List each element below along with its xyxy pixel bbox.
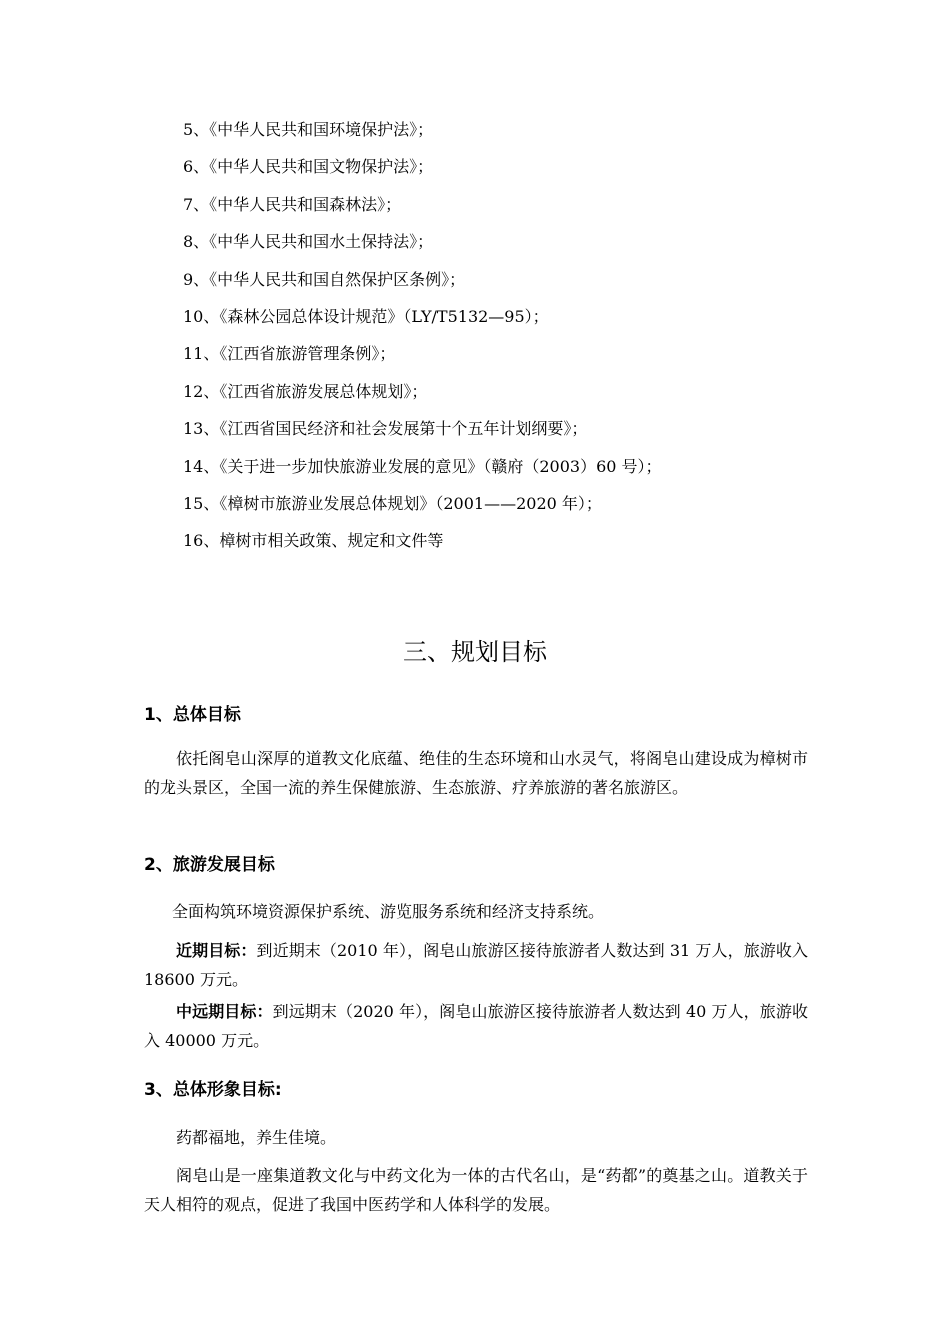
tourism-goal-heading: 2、旅游发展目标 [144, 855, 275, 875]
reference-item: 16、樟树市相关政策、规定和文件等 [183, 531, 444, 551]
reference-item: 8、《中华人民共和国水土保持法》； [183, 232, 434, 252]
reference-item: 7、《中华人民共和国森林法》； [183, 194, 402, 214]
overall-goal-heading: 1、总体目标 [144, 705, 241, 725]
near-term-goal [144, 936, 808, 994]
reference-item: 13、《江西省国民经济和社会发展第十个五年计划纲要》； [183, 419, 588, 439]
reference-item: 10、《森林公园总体设计规范》（LY/T5132—95）； [183, 306, 549, 326]
reference-list [183, 116, 662, 565]
image-goal-heading: 3、总体形象目标: [144, 1080, 282, 1100]
mid-term-label: 中远期目标： [176, 1002, 273, 1021]
mid-term-goal [144, 997, 808, 1055]
reference-item: 14、《关于进一步加快旅游业发展的意见》（赣府（2003）60 号）； [183, 456, 662, 476]
overall-goal-text: 依托阁皂山深厚的道教文化底蕴、绝佳的生态环境和山水灵气，将阁皂山建设成为樟树市的龙头景区，全国一流的养生保健旅游、生态旅游、疗养旅游的著名旅游区。 [144, 749, 808, 797]
reference-item: 9、《中华人民共和国自然保护区条例》； [183, 269, 466, 289]
reference-item: 15、《樟树市旅游业发展总体规划》（2001——2020 年）； [183, 493, 602, 513]
near-term-label: 近期目标： [176, 941, 257, 960]
image-goal-text: 阁皂山是一座集道教文化与中药文化为一体的古代名山，是“药都”的奠基之山。道教关于天人相符的观点，促进了我国中医药学和人体科学的发展。 [144, 1166, 808, 1214]
image-goal-slogan: 药都福地，养生佳境。 [176, 1128, 337, 1147]
near-term-text: 到近期末（2010 年），阁皂山旅游区接待旅游者人数达到 31 万人，旅游收入 18600 万元。 [144, 941, 808, 989]
reference-item: 6、《中华人民共和国文物保护法》； [183, 157, 434, 177]
reference-item: 11、《江西省旅游管理条例》； [183, 344, 396, 364]
section-title: 三、规划目标 [403, 638, 547, 666]
mid-term-text: 到远期末（2020 年），阁皂山旅游区接待旅游者人数达到 40 万人，旅游收入 40000 万元。 [144, 1002, 808, 1050]
reference-item: 5、《中华人民共和国环境保护法》； [183, 120, 434, 139]
reference-item: 12、《江西省旅游发展总体规划》； [183, 381, 428, 401]
tourism-goal-intro: 全面构筑环境资源保护系统、游览服务系统和经济支持系统。 [172, 902, 605, 921]
